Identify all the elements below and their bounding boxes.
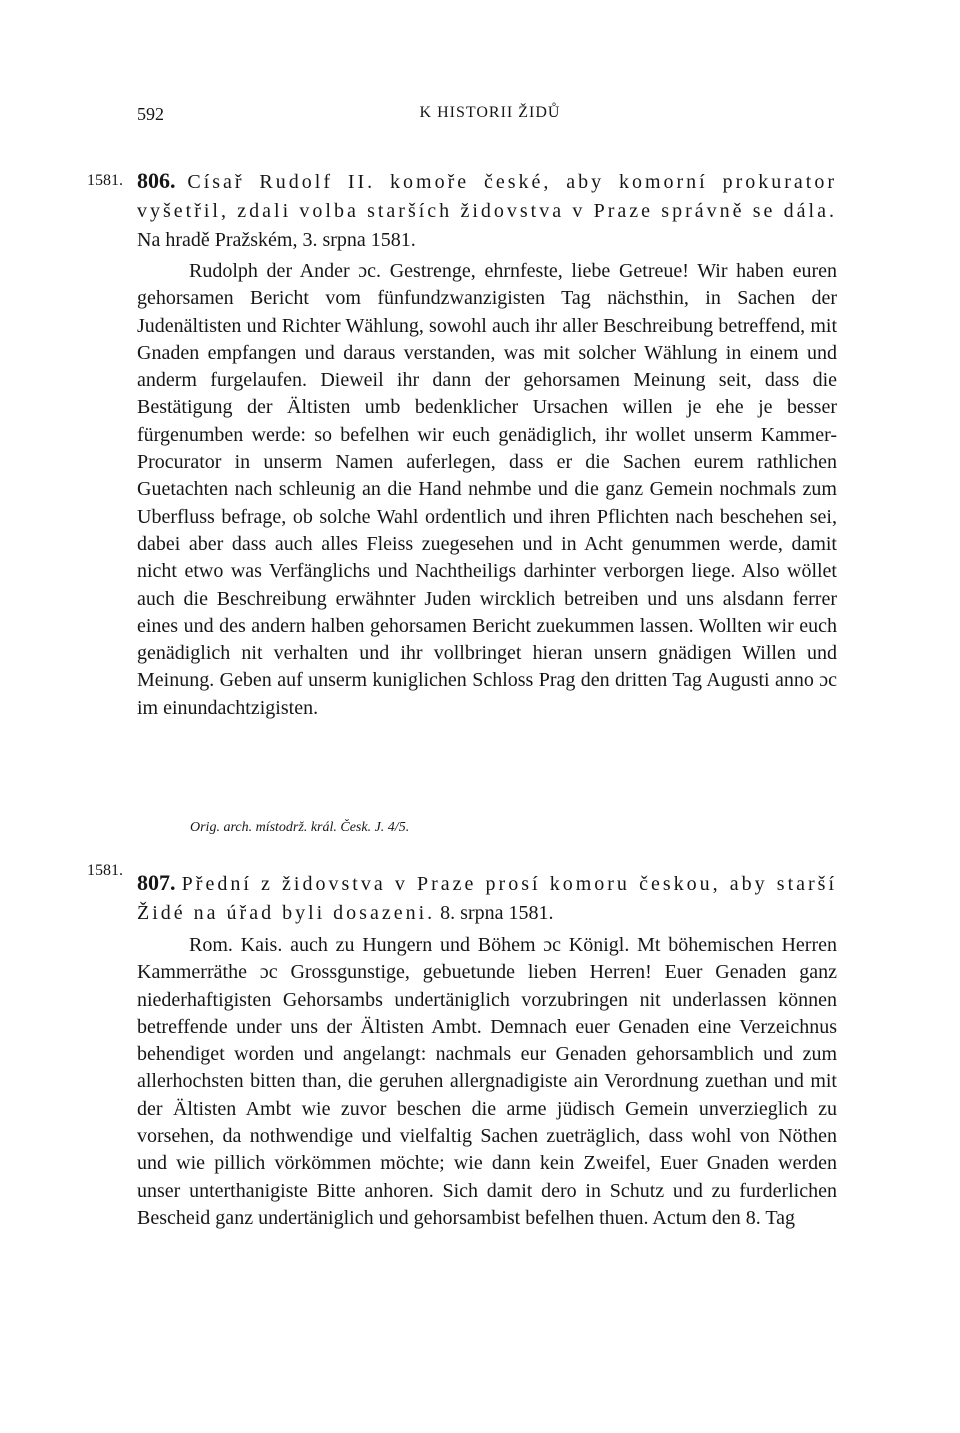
running-title: K HISTORII ŽIDŮ (419, 104, 561, 121)
margin-year: 1581. (87, 862, 123, 879)
entry-summary: Přední z židovstva v Praze prosí komoru českou, aby starší Židé na úřad byli dosazeni. (137, 873, 837, 924)
margin-year: 1581. (87, 172, 123, 189)
entry-number: 806. (137, 168, 176, 193)
document-body (137, 932, 837, 1232)
entry-heading (137, 166, 837, 255)
source-note: Orig. arch. místodrž. král. Česk. J. 4/5. (190, 820, 410, 835)
entry-number: 807. (137, 870, 176, 895)
entry-summary: Císař Rudolf II. komoře české, aby komorní prokurator vyšetřil, zdali volba starších židovstva v Praze správně se dála. (137, 171, 837, 222)
entry-date: 8. srpna 1581. (440, 902, 554, 924)
body-paragraph: Rudolph der Ander ɔc. Gestrenge, ehrnfeste, liebe Getreue! Wir haben euren gehorsamen Bericht vom fünfundzwanzigisten Tag nächsthin, in Sachen der Judenältisten und Richter Wählung, sowohl auch ihr aller Beschreibung betreffend, mit Gnaden empfangen und daraus verstanden, was mit solcher Wählung in einem und anderm furgelaufen. Dieweil ihr dann der gehorsamen Meinung seit, dass die Bestätigung der Ältisten umb bedenklicher Ursachen willen je ehe je besser fürgenumben werde: so befelhen wir euch genädiglich, ihr wollet unserm Kammer-Procurator in unserm Namen auferlegen, dass er die Sachen eurem rathlichen Guetachten nach schleunig an die Hand nehmbe und die ganz Gemein nochmals zum Uberfluss befrage, ob solche Wahl ordentlich und ihren Pflichten nach beschehen sei, dabei aber dass auch alles Fleiss zuegesehen und in Acht genummen werde, damit nicht etwo was Verfänglichs und Nachtheiligs darhinter verborgen liege. Also wöllet auch die Beschreibung erwähnter Juden wircklich betreiben und uns alsdann ferrer eines und des andern halben gehorsamen Bericht zuekummen lassen. Wollten wir euch genädiglich nit verhalten und ihr vollbringet hieran unsern gnädigen Willen und Meinung. Geben auf unserm kuniglichen Schloss Prag den dritten Tag Augusti anno ɔc im einundachtzigisten. (137, 260, 837, 719)
document-body (137, 258, 837, 722)
body-paragraph: Rom. Kais. auch zu Hungern und Böhem ɔc Königl. Mt böhemischen Herren Kammerräthe ɔc Grossgunstige, gebuetunde lieben Herren! Euer Genaden ganz niederhaftigisten Gehorsambs undertäniglich vorzubringen nit underlassen können betreffende under uns der Ältisten Ambt. Demnach euer Genaden eine Verzeichnus behendiget worden und angelangt: nachmals eur Genaden gehorsamblich und zum allerhochsten bitten than, die geruhen allergnadigiste ain Verordnung zuethan und mit der Ältisten Ambt wie zuvor beschen die arme jüdisch Gemein unverzieglich zu vorsehen, da nothwendige und vielfaltig Sachen zueträglich, dass wohl von Nöthen und wie pillich vörkömmen möchte; wie dann kein Zweifel, Euer Gnaden werden unser unterthanigiste Bitte anhoren. Sich damit dero in Schutz und zu furderlichen Bescheid ganz undertäniglich und gehorsambist befelhen thuen. Actum den 8. Tag (137, 934, 837, 1229)
entry-heading (137, 868, 837, 928)
entry-date: Na hradě Pražském, 3. srpna 1581. (137, 229, 416, 251)
page-number: 592 (137, 104, 164, 124)
